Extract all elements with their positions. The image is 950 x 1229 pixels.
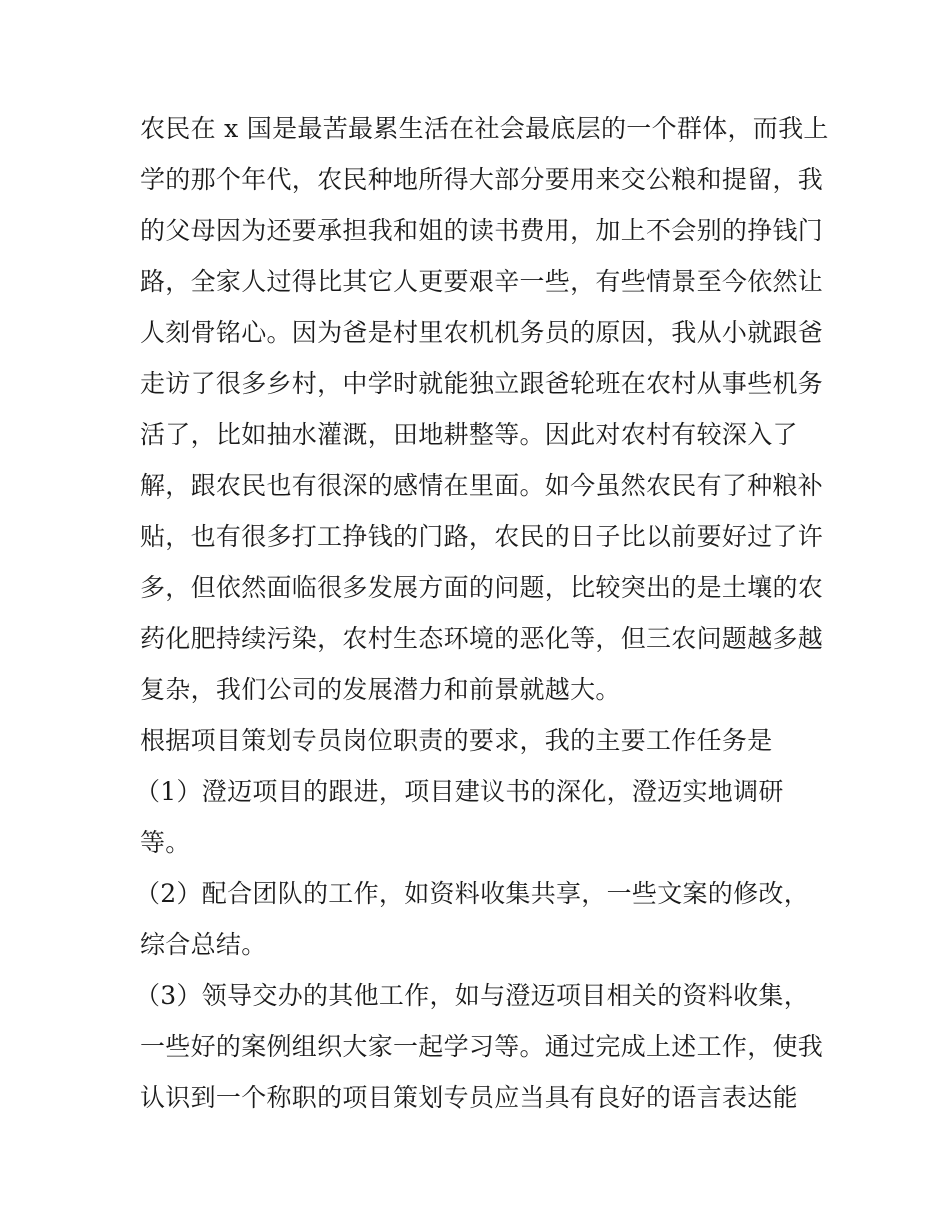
text-line: 路，全家人过得比其它人更要艰辛一些，有些情景至今依然让: [140, 267, 824, 296]
text-line: 综合总结。: [140, 930, 267, 959]
text-line: 走访了很多乡村，中学时就能独立跟爸轮班在农村从事些机务: [140, 369, 824, 398]
text-line: 多，但依然面临很多发展方面的问题，比较突出的是土壤的农: [140, 573, 824, 602]
text-line: 学的那个年代，农民种地所得大部分要用来交公粮和提留，我: [140, 165, 824, 194]
text-line: 农民在 x 国是最苦最累生活在社会最底层的一个群体，而我上: [140, 114, 829, 143]
text-line: 贴，也有很多打工挣钱的门路，农民的日子比以前要好过了许: [140, 522, 824, 551]
text-line: 人刻骨铭心。因为爸是村里农机机务员的原因，我从小就跟爸: [140, 318, 824, 347]
text-line: 活了，比如抽水灌溉，田地耕整等。因此对农村有较深入了: [140, 420, 798, 449]
document-body: [135, 103, 829, 1123]
text-line: （2）配合团队的工作，如资料收集共享，一些文案的修改，: [135, 879, 810, 908]
text-line: 解，跟农民也有很深的感情在里面。如今虽然农民有了种粮补: [140, 471, 824, 500]
text-line: 复杂，我们公司的发展潜力和前景就越大。: [140, 675, 621, 704]
text-line: （1）澄迈项目的跟进，项目建议书的深化，澄迈实地调研: [135, 777, 784, 806]
text-line: 药化肥持续污染，农村生态环境的恶化等，但三农问题越多越: [140, 624, 824, 653]
text-line: 根据项目策划专员岗位职责的要求，我的主要工作任务是: [140, 726, 773, 755]
text-line: 一些好的案例组织大家一起学习等。通过完成上述工作，使我: [140, 1032, 824, 1061]
text-line: 认识到一个称职的项目策划专员应当具有良好的语言表达能: [140, 1083, 798, 1112]
text-line: 等。: [140, 828, 191, 857]
text-line: 的父母因为还要承担我和姐的读书费用，加上不会别的挣钱门: [140, 216, 824, 245]
text-line: （3）领导交办的其他工作，如与澄迈项目相关的资料收集，: [135, 981, 810, 1010]
